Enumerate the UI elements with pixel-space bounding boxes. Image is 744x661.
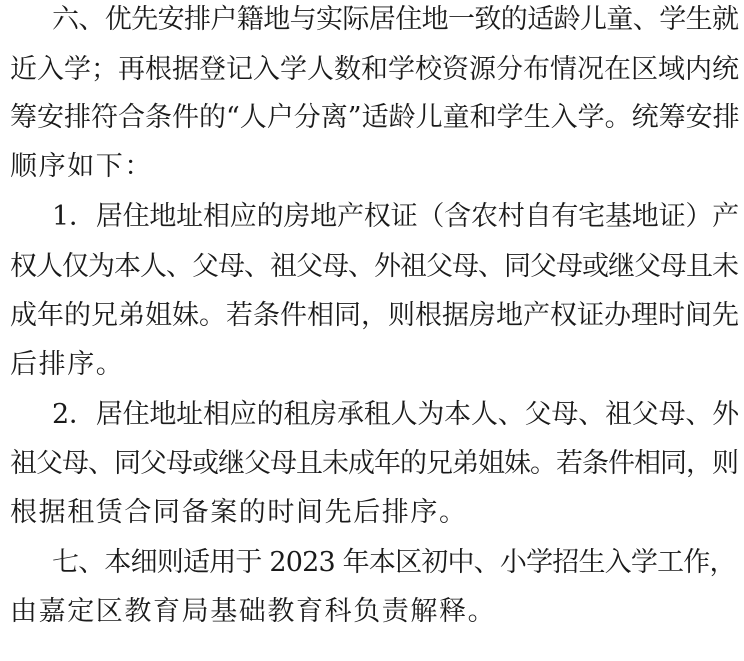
item-2-line-2: 祖父母、同父母或继父母且未成年的兄弟姐妹。若条件相同，则 [10, 448, 738, 479]
item-1-line-3: 成年的兄弟姐妹。若条件相同，则根据房地产权证办理时间先 [10, 300, 739, 331]
item-1-line-2: 权人仅为本人、父母、祖父母、外祖父母、同父母或继父母且未 [10, 251, 738, 282]
paragraph-6-line-3: 筹安排符合条件的“人户分离”适龄儿童和学生入学。统筹安排 [10, 102, 740, 133]
item-1-line-1: 1．居住地址相应的房地产权证（含农村自有宅基地证）产 [52, 201, 739, 232]
item-2-line-1: 2．居住地址相应的租房承租人为本人、父母、祖父母、外 [52, 399, 739, 430]
paragraph-6-line-1: 六、优先安排户籍地与实际居住地一致的适龄儿童、学生就 [52, 4, 739, 35]
paragraph-6-line-4: 顺序如下： [10, 151, 153, 182]
paragraph-7-line-2: 由嘉定区教育局基础教育科负责解释。 [10, 596, 497, 627]
item-2-line-3: 根据租赁合同备案的时间先后排序。 [10, 497, 468, 528]
paragraph-6-line-2: 近入学；再根据登记入学人数和学校资源分布情况在区域内统 [10, 54, 739, 85]
item-1-line-4: 后排序。 [10, 349, 125, 380]
paragraph-7-line-1: 七、本细则适用于 2023 年本区初中、小学招生入学工作， [52, 547, 736, 578]
